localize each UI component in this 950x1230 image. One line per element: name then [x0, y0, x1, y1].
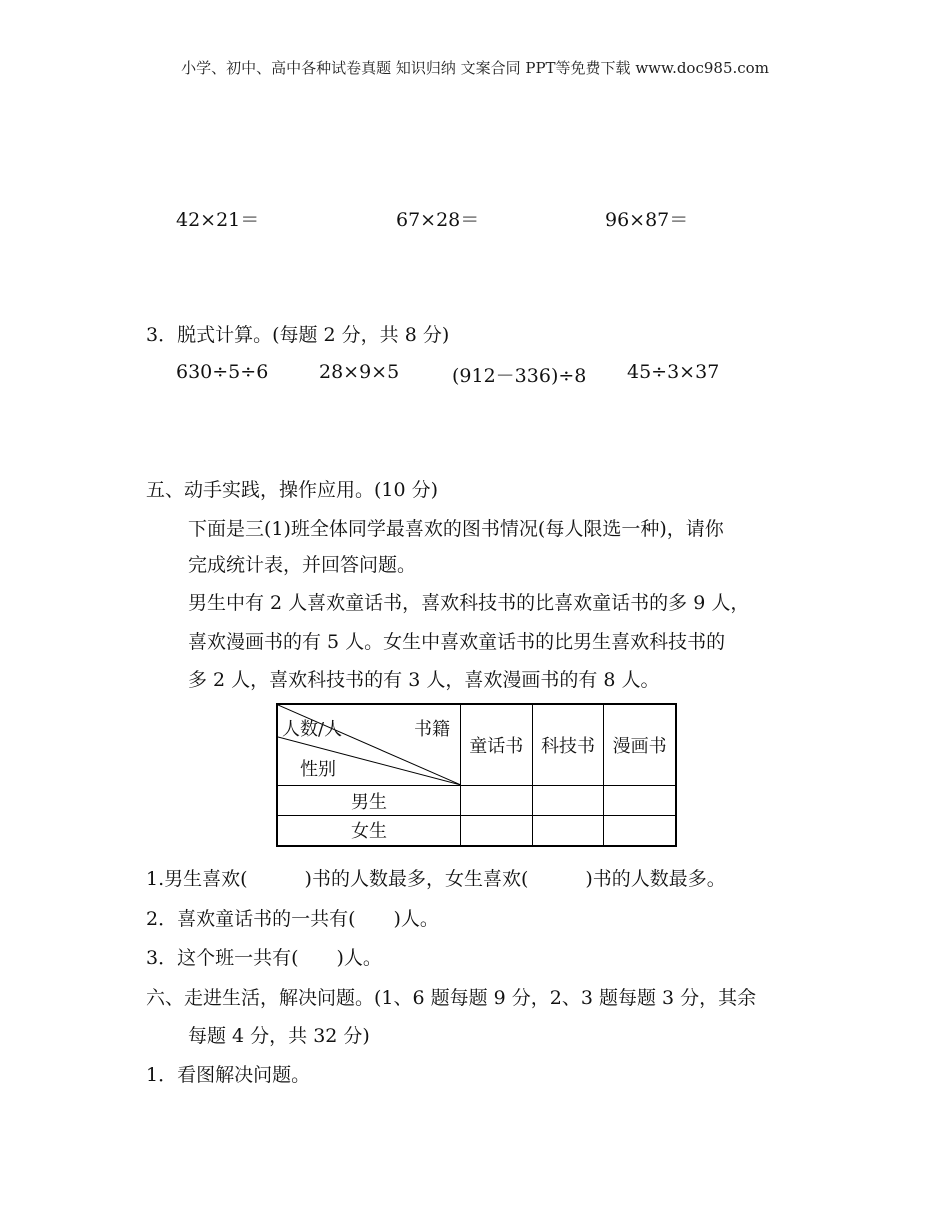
calc-item-3: 96×87＝ [605, 209, 689, 231]
section-5-info-line-1: 男生中有 2 人喜欢童话书，喜欢科技书的比喜欢童话书的多 9 人， [188, 592, 750, 614]
section-6-title-line-2: 每题 4 分，共 32 分) [188, 1025, 370, 1047]
row-header-boys: 男生 [277, 786, 460, 816]
section-5-question-3: 3．这个班一共有( )人。 [146, 947, 382, 969]
calc-item-1: 42×21＝ [176, 209, 260, 231]
question-3-title: 3．脱式计算。(每题 2 分，共 8 分) [146, 324, 450, 346]
section-5-question-1: 1.男生喜欢( )书的人数最多，女生喜欢( )书的人数最多。 [146, 868, 726, 890]
section-5-intro-line-2: 完成统计表，并回答问题。 [188, 554, 417, 576]
calc-item-2: 67×28＝ [396, 209, 480, 231]
statistics-table [276, 703, 677, 847]
corner-label-gender: 性别 [300, 759, 336, 780]
cell-boys-fairy-tale[interactable] [460, 786, 532, 816]
cell-girls-fairy-tale[interactable] [460, 816, 532, 846]
step-calc-4: 45÷3×37 [627, 361, 720, 383]
cell-boys-science[interactable] [532, 786, 604, 816]
section-5-info-line-3: 多 2 人，喜欢科技书的有 3 人，喜欢漫画书的有 8 人。 [188, 669, 660, 691]
corner-label-count: 人数/人 [282, 719, 343, 740]
cell-girls-science[interactable] [532, 816, 604, 846]
section-5-question-2: 2．喜欢童话书的一共有( )人。 [146, 908, 439, 930]
page-header: 小学、初中、高中各种试卷真题 知识归纳 文案合同 PPT等免费下载 www.doc985.com [181, 59, 769, 77]
table-corner-header [277, 704, 460, 786]
cell-girls-comics[interactable] [604, 816, 676, 846]
section-5-intro-line-1: 下面是三(1)班全体同学最喜欢的图书情况(每人限选一种)，请你 [188, 518, 724, 540]
step-calc-1: 630÷5÷6 [176, 361, 269, 383]
table-row-girls [277, 816, 676, 846]
section-5-title: 五、动手实践，操作应用。(10 分) [146, 479, 439, 501]
step-calc-3: (912－336)÷8 [452, 365, 587, 387]
section-5-info-line-2: 喜欢漫画书的有 5 人。女生中喜欢童话书的比男生喜欢科技书的 [188, 631, 726, 653]
section-6-title-line-1: 六、走进生活，解决问题。(1、6 题每题 9 分，2、3 题每题 3 分，其余 [146, 987, 757, 1009]
column-header-fairy-tale: 童话书 [460, 704, 532, 786]
corner-label-books: 书籍 [413, 719, 450, 740]
section-6-question-1: 1．看图解决问题。 [146, 1064, 311, 1086]
column-header-comics: 漫画书 [604, 704, 676, 786]
row-header-girls: 女生 [277, 816, 460, 846]
table-row-boys [277, 786, 676, 816]
column-header-science: 科技书 [532, 704, 604, 786]
step-calc-2: 28×9×5 [319, 361, 400, 383]
cell-boys-comics[interactable] [604, 786, 676, 816]
